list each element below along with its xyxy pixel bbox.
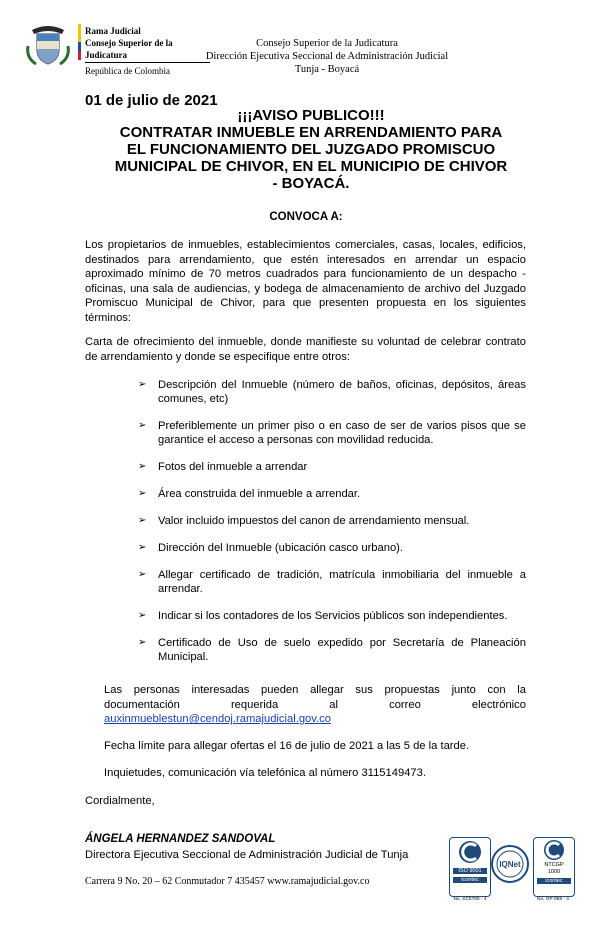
bullet-arrow-icon: ➢ bbox=[138, 542, 147, 553]
right-header-line-2: Dirección Ejecutiva Seccional de Administración Judicial bbox=[205, 51, 449, 62]
bullet-arrow-icon: ➢ bbox=[138, 515, 147, 526]
document-title bbox=[96, 107, 526, 192]
icontec-icon-2 bbox=[534, 838, 574, 862]
ntcgp-brand: icontec bbox=[537, 878, 571, 884]
title-line-1: ¡¡¡AVISO PUBLICO!!! bbox=[237, 107, 385, 124]
bullet-arrow-icon: ➢ bbox=[138, 637, 147, 648]
footer-address: Carrera 9 No. 20 – 62 Conmutador 7 435457 www.ramajudicial.gov.co bbox=[85, 876, 370, 887]
list-item-text: Preferiblemente un primer piso o en caso de ser de varios pisos que se garantice el acceso a personas con movilidad reducida. bbox=[158, 420, 526, 446]
list-item-text: Allegar certificado de tradición, matrícula inmobiliaria del inmueble a arrendar. bbox=[158, 569, 526, 595]
org-line-3: República de Colombia bbox=[85, 66, 170, 76]
signer-name: ÁNGELA HERNANDEZ SANDOVAL bbox=[85, 833, 276, 845]
bullet-arrow-icon: ➢ bbox=[138, 461, 147, 472]
title-line-5: - BOYACÁ. bbox=[272, 175, 350, 192]
header bbox=[0, 0, 612, 80]
intro-paragraph: Los propietarios de inmuebles, establecimientos comerciales, casas, locales, edificios, destinados para arrendamiento, que estén interesados en arrendar un espacio aproximado mínimo de 70 metros cuadrados para funcionamiento de un despacho - oficinas, una sala de audiencias, y bodega de almacenamiento de archivo del Juzgado Promiscuo Municipal de Chivor, para que presenten propuesta en los siguientes términos: bbox=[85, 239, 526, 324]
ntcgp-label: NTCGP 1000 bbox=[544, 862, 564, 875]
list-item-text: Descripción del Inmueble (número de baños, oficinas, depósitos, áreas comunes, etc) bbox=[158, 379, 526, 405]
signer-title: Directora Ejecutiva Seccional de Administración Judicial de Tunja bbox=[85, 849, 409, 861]
list-item-text: Dirección del Inmueble (ubicación casco urbano). bbox=[158, 542, 404, 554]
right-header-line-1: Consejo Superior de la Judicatura bbox=[256, 38, 398, 49]
email-link[interactable]: auxinmueblestun@cendoj.ramajudicial.gov.co bbox=[104, 713, 331, 726]
list-item bbox=[138, 460, 526, 474]
right-header-line-3: Tunja - Boyacá bbox=[294, 64, 360, 75]
closing-text: Las personas interesadas pueden allegar sus propuestas junto con la documentación requerida al correo electrónico bbox=[104, 684, 526, 711]
iqnet-label: IQNet bbox=[499, 860, 521, 869]
closing-paragraph bbox=[104, 683, 526, 727]
title-line-3: EL FUNCIONAMIENTO DEL JUZGADO PROMISCUO bbox=[126, 141, 496, 158]
ntcgp-cert-number: No. GP 059 - 4 bbox=[537, 897, 569, 902]
iso-label: ISO 9001 bbox=[453, 868, 487, 874]
deadline-text: Fecha límite para allegar ofertas el 16 de julio de 2021 a las 5 de la tarde. bbox=[104, 740, 470, 752]
list-item bbox=[138, 568, 526, 596]
requirements-list bbox=[138, 378, 526, 664]
iqnet-badge bbox=[490, 842, 530, 886]
iso-9001-badge bbox=[449, 837, 491, 897]
convoca-heading: CONVOCA A: bbox=[269, 211, 343, 223]
ntcgp-1000-badge bbox=[533, 837, 575, 897]
bullet-arrow-icon: ➢ bbox=[138, 610, 147, 621]
bullet-arrow-icon: ➢ bbox=[138, 488, 147, 499]
flag-stripe bbox=[78, 24, 81, 60]
list-item bbox=[138, 541, 526, 555]
offer-letter-paragraph: Carta de ofrecimiento del inmueble, donde manifieste su voluntad de celebrar contrato de arrendamiento y donde se especifique entre otros: bbox=[85, 336, 526, 363]
farewell-text: Cordialmente, bbox=[85, 795, 155, 807]
phone-text: Inquietudes, comunicación vía telefónica al número 3115149473. bbox=[104, 767, 426, 779]
bullet-arrow-icon: ➢ bbox=[138, 379, 147, 390]
iso-brand: icontec bbox=[453, 877, 487, 883]
list-item bbox=[138, 609, 526, 623]
org-line-2: Consejo Superior de la Judicatura bbox=[85, 37, 210, 63]
org-line-1: Rama Judicial bbox=[85, 26, 141, 36]
list-item-text: Certificado de Uso de suelo expedido por Secretaría de Planeación Municipal. bbox=[158, 637, 526, 663]
list-item-text: Indicar si los contadores de los Servicios públicos son independientes. bbox=[158, 610, 508, 622]
title-line-2: CONTRATAR INMUEBLE EN ARRENDAMIENTO PARA bbox=[119, 124, 503, 141]
document-date: 01 de julio de 2021 bbox=[85, 92, 218, 109]
list-item-text: Valor incluido impuestos del canon de arrendamiento mensual. bbox=[158, 515, 470, 527]
list-item bbox=[138, 636, 526, 664]
right-header-block bbox=[168, 37, 486, 76]
bullet-arrow-icon: ➢ bbox=[138, 569, 147, 580]
bullet-arrow-icon: ➢ bbox=[138, 420, 147, 431]
list-item bbox=[138, 487, 526, 501]
list-item-text: Fotos del inmueble a arrendar bbox=[158, 461, 308, 473]
list-item-text: Área construida del inmueble a arrendar. bbox=[158, 488, 361, 500]
coat-of-arms-icon bbox=[24, 20, 72, 68]
list-item bbox=[138, 378, 526, 406]
list-item bbox=[138, 514, 526, 528]
icontec-icon bbox=[450, 838, 490, 868]
iso-cert-number: No. SC5780 - 4 bbox=[453, 897, 487, 902]
title-line-4: MUNICIPAL DE CHIVOR, EN EL MUNICIPIO DE CHIVOR bbox=[114, 158, 508, 175]
list-item bbox=[138, 419, 526, 447]
